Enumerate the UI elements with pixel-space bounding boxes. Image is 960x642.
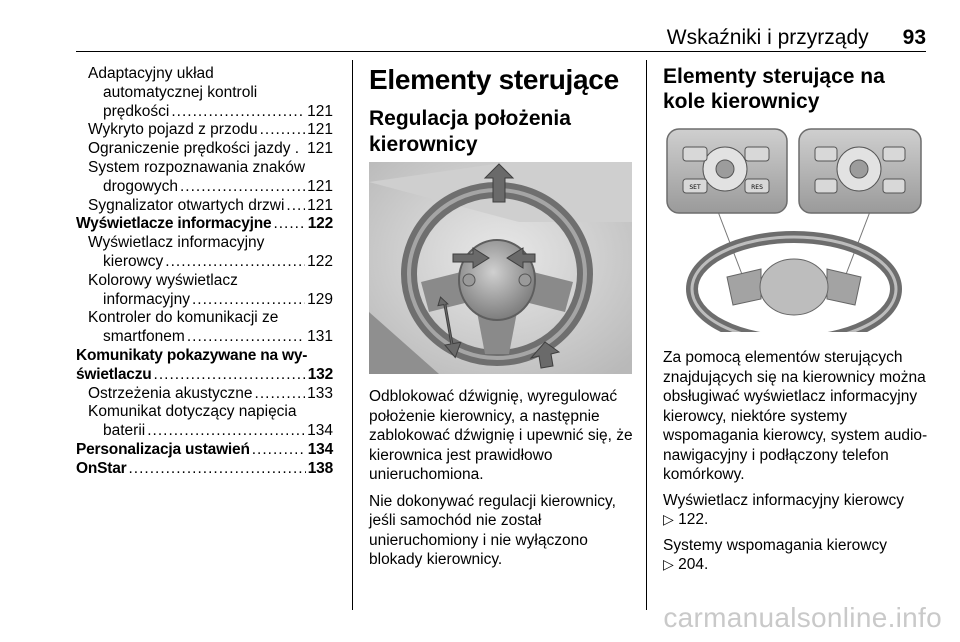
running-header xyxy=(667,26,926,50)
toc-page: 132 xyxy=(307,365,333,383)
section-heading: Elementy sterujące xyxy=(369,64,619,95)
toc-entry[interactable]: Komunikat dotyczący napięcia baterii ..... 134 xyxy=(76,403,333,441)
watermark: carmanualsonline.info xyxy=(663,602,942,633)
toc-entry[interactable]: Wyświetlacz informacyjny kierowcy ..... 122 xyxy=(76,234,333,272)
toc-page: 121 xyxy=(307,140,333,158)
middle-column-headings xyxy=(369,64,632,158)
toc-entry[interactable]: System rozpoznawania znaków drogowych ..... 121 xyxy=(76,159,333,197)
toc-entry[interactable]: Ograniczenie prędkości jazdy . 121 xyxy=(88,140,333,158)
toc-section[interactable]: OnStar ..... 138 xyxy=(76,460,333,479)
steering-wheel-controls-diagram xyxy=(663,127,925,332)
right-column-body xyxy=(663,348,928,575)
toc-section[interactable]: Wyświetlacze informacyjne ..... 122 xyxy=(76,215,333,234)
reference-arrow-icon: ▷ xyxy=(663,511,674,527)
steering-controls-illustration xyxy=(663,127,925,332)
steering-wheel-illustration xyxy=(369,162,632,374)
header-rule xyxy=(76,51,926,52)
right-column-headings xyxy=(663,64,928,114)
toc-page: 138 xyxy=(307,459,333,477)
toc-entry[interactable]: Sygnalizator otwartych drzwi ..... 121 xyxy=(76,197,333,216)
toc-entry[interactable]: Kolorowy wyświetlacz informacyjny ..... 129 xyxy=(76,272,333,310)
toc-entry[interactable]: Ostrzeżenia akustyczne ..... 133 xyxy=(76,385,333,404)
toc-entry[interactable]: Kontroler do komunikacji ze smartfonem ..... 131 xyxy=(76,309,333,347)
toc-entry[interactable]: Wykryto pojazd z przodu ..... 121 xyxy=(76,121,333,140)
header-title: Wskaźniki i przyrządy xyxy=(666,26,869,49)
body-paragraph: Za pomocą elementów sterujących znajdujących się na kierownicy można obsługiwać wyświetlacz informacyjny kierowcy, niektóre systemy wspomagania kierowcy, system audio-nawigacyjny i podłączony telefon komórkowy. xyxy=(663,349,928,483)
body-paragraph: Odblokować dźwignię, wyregulować położenie kierownicy, a następnie zablokować dźwignię i upewnić się, że kierownica jest prawidłowo unieruchomiona. xyxy=(369,388,633,483)
toc-page: 122 xyxy=(307,215,333,233)
cross-reference[interactable]: Systemy wspomagania kierowcy ▷ 204. xyxy=(663,536,887,573)
toc-page: 121 xyxy=(307,196,333,214)
toc-section[interactable]: Personalizacja ustawień ..... 134 xyxy=(76,441,333,460)
res-label: RES xyxy=(751,184,763,191)
set-label: SET xyxy=(689,184,701,191)
subsection-heading: Regulacja położenia kierownicy xyxy=(369,107,571,156)
reference-arrow-icon: ▷ xyxy=(663,556,674,572)
page-number: 93 xyxy=(902,26,926,49)
column-divider-right xyxy=(646,60,647,610)
toc-page: 134 xyxy=(307,440,333,458)
table-of-contents xyxy=(76,65,333,479)
subsection-heading: Elementy sterujące na kole kierownicy xyxy=(663,65,885,113)
ref-page: 204. xyxy=(678,556,709,573)
body-paragraph: Nie dokonywać regulacji kierownicy, jeśli samochód nie został unieruchomiony i nie wyłączono blokady kierownicy. xyxy=(369,492,616,568)
middle-column-body xyxy=(369,387,637,570)
cross-reference[interactable]: Wyświetlacz informacyjny kierowcy ▷ 122. xyxy=(663,491,905,528)
toc-page: 133 xyxy=(307,384,333,402)
ref-page: 122. xyxy=(678,511,709,528)
toc-page: 122 xyxy=(307,252,333,270)
toc-page: 121 xyxy=(307,177,333,195)
toc-page: 134 xyxy=(307,422,333,440)
toc-entry[interactable]: Adaptacyjny układ automatycznej kontroli prędkości ..... 121 xyxy=(76,65,333,121)
toc-page: 121 xyxy=(307,121,333,139)
toc-section[interactable]: Komunikaty pokazywane na wy- świetlaczu ..... 132 xyxy=(76,347,333,385)
toc-page: 131 xyxy=(307,328,333,346)
toc-page: 121 xyxy=(307,102,333,120)
column-divider-left xyxy=(352,60,353,610)
steering-adjustment-photo xyxy=(369,162,632,374)
toc-page: 129 xyxy=(307,290,333,308)
